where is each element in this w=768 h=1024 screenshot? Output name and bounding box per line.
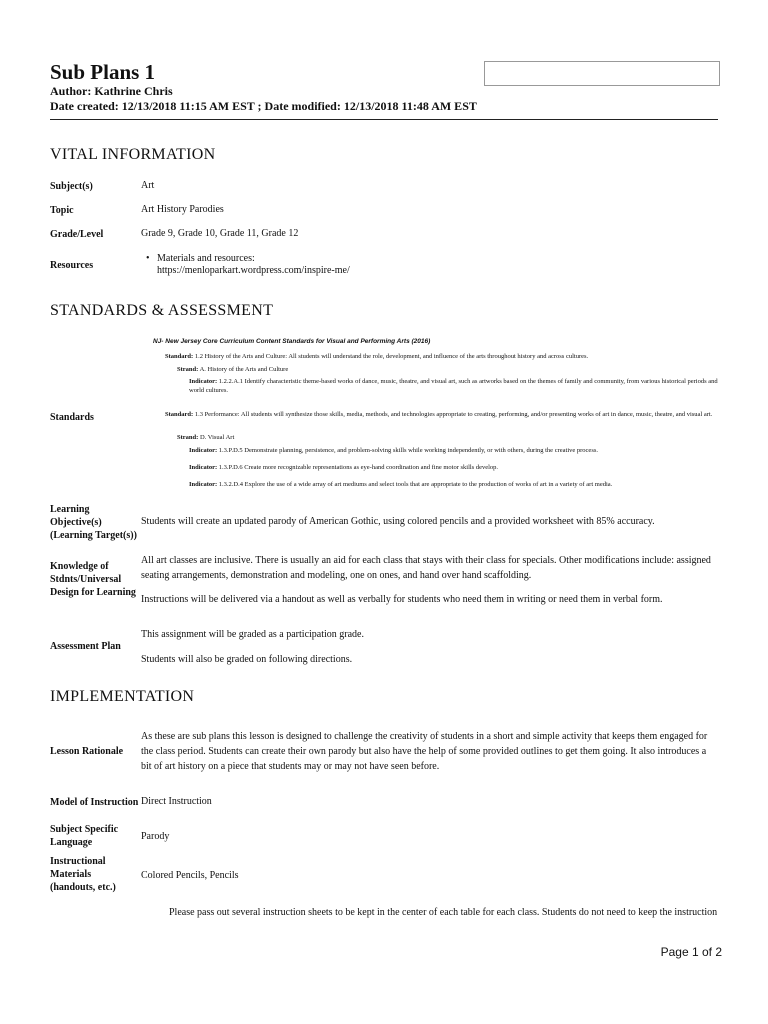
indicator-2-key: Indicator:: [189, 447, 218, 454]
standards-label: Standards: [50, 412, 94, 423]
subject-language-label: [50, 823, 118, 849]
resources-link[interactable]: https://menloparkart.wordpress.com/inspire-me/: [157, 265, 350, 276]
dates-line: Date created: 12/13/2018 11:15 AM EST ; Date modified: 12/13/2018 11:48 AM EST: [50, 99, 477, 113]
indicator-2-text: 1.3.P.D.5 Demonstrate planning, persistence, and problem-solving skills while working independently, or with others, during the creative process.: [218, 447, 599, 454]
lo-label-line-2: Objective(s): [50, 517, 102, 528]
im-label-line-1: Instructional: [50, 856, 106, 867]
knowledge-value-2: Instructions will be delivered via a handout as well as verbally for students who need them in writing or need them in verbal form.: [141, 594, 663, 605]
instruction-bullet: • Please pass out several instruction sheets to be kept in the center of each table for each class. Students do not need to keep the instruction: [169, 907, 729, 919]
ks-label-line-1: Knowledge of: [50, 561, 109, 572]
standard-1: [165, 352, 718, 361]
ks-label-line-2: Stdnts/Universal: [50, 574, 122, 585]
model-of-instruction-value: Direct Instruction: [141, 796, 212, 807]
strand-1-text: A. History of the Arts and Culture: [199, 366, 289, 373]
page-title: Sub Plans 1: [50, 60, 156, 84]
assessment-plan-label: Assessment Plan: [50, 641, 121, 652]
resources-label: Resources: [50, 260, 94, 271]
im-label-line-3: (handouts, etc.): [50, 882, 116, 893]
resources-line-1: • Materials and resources:: [157, 253, 255, 264]
instructional-materials-label: [50, 855, 116, 894]
standard-2-key: Standard:: [165, 411, 194, 418]
grade-value: Grade 9, Grade 10, Grade 11, Grade 12: [141, 228, 299, 239]
indicator-1: [189, 377, 718, 395]
indicator-3: [189, 463, 718, 472]
indicator-1-text: 1.2.2.A.1 Identify characteristic theme-based works of dance, music, theatre, and visual art, such as artworks based on the themes of family and community, from various historical periods and world cultures.: [189, 378, 718, 394]
header-input-box: [484, 61, 720, 86]
topic-label: Topic: [50, 205, 74, 216]
strand-2: [177, 433, 718, 442]
knowledge-value-1: All art classes are inclusive. There is usually an aid for each class that stays with their class for specials. Other modifications include: assigned seating arrangements, demonstration and modeling, one on ones, and hand over hand scaffolding.: [141, 555, 711, 581]
implementation-heading: IMPLEMENTATION: [50, 688, 195, 705]
strand-2-key: Strand:: [177, 434, 199, 441]
strand-1-key: Strand:: [177, 366, 199, 373]
indicator-3-key: Indicator:: [189, 464, 218, 471]
knowledge-label: [50, 560, 136, 599]
indicator-4-text: 1.3.2.D.4 Explore the use of a wide array of art mediums and select tools that are appropriate to the production of works of art in a variety of art media.: [218, 481, 613, 488]
author-line: Author: Kathrine Chris: [50, 84, 173, 98]
im-label-line-2: Materials: [50, 869, 92, 880]
lesson-rationale-label: Lesson Rationale: [50, 746, 124, 757]
learning-objective-value: Students will create an updated parody of American Gothic, using colored pencils and a provided worksheet with 85% accuracy.: [141, 516, 655, 527]
lesson-rationale-value: As these are sub plans this lesson is designed to challenge the creativity of students in a short and simple activity that keeps them engaged for the class period. Students can create their own parody but also have the help of some provided outlines to get them going. It also introduces a bit of art history on a piece that students may or may not have seen before.: [141, 731, 708, 772]
indicator-4: [189, 480, 718, 489]
standard-2: [165, 410, 718, 419]
subject-language-value: Parody: [141, 831, 170, 842]
grade-label: Grade/Level: [50, 229, 104, 240]
indicator-2: [189, 446, 718, 455]
lo-label-line-1: Learning: [50, 504, 90, 515]
assessment-plan-value-2: Students will also be graded on following directions.: [141, 654, 353, 665]
subject-value: Art: [141, 180, 155, 191]
page-number: Page 1 of 2: [660, 945, 722, 959]
strand-2-text: D. Visual Art: [199, 434, 235, 441]
vital-heading: VITAL INFORMATION: [50, 146, 216, 163]
standard-1-key: Standard:: [165, 353, 194, 360]
assessment-plan-value-1: This assignment will be graded as a participation grade.: [141, 629, 364, 640]
resources-item: [157, 253, 350, 277]
instructional-materials-value: Colored Pencils, Pencils: [141, 870, 239, 881]
indicator-3-text: 1.3.P.D.6 Create more recognizable representations as eye-hand coordination and fine motor skills develop.: [218, 464, 499, 471]
topic-value: Art History Parodies: [141, 204, 224, 215]
indicator-4-key: Indicator:: [189, 481, 218, 488]
standard-1-text: 1.2 History of the Arts and Culture: All students will understand the role, development, and influence of the arts throughout history and across cultures.: [194, 353, 589, 360]
header-divider: [50, 119, 718, 120]
indicator-1-key: Indicator:: [189, 378, 218, 385]
standards-heading: STANDARDS & ASSESSMENT: [50, 302, 274, 319]
model-of-instruction-label: Model of Instruction: [50, 797, 139, 808]
ks-label-line-3: Design for Learning: [50, 587, 136, 598]
standard-2-text: 1.3 Performance: All students will synthesize those skills, media, methods, and technologies appropriate to creating, performing, and/or presenting works of art in dance, music, theatre, and visual art.: [194, 411, 713, 418]
standards-source-title: NJ- New Jersey Core Curriculum Content Standards for Visual and Performing Arts (2016): [153, 338, 431, 345]
learning-objective-label: [50, 503, 137, 542]
strand-1: [177, 365, 718, 374]
ssl-label-line-1: Subject Specific: [50, 824, 119, 835]
lo-label-line-3: (Learning Target(s)): [50, 530, 137, 541]
subject-label: Subject(s): [50, 181, 93, 192]
ssl-label-line-2: Language: [50, 837, 93, 848]
